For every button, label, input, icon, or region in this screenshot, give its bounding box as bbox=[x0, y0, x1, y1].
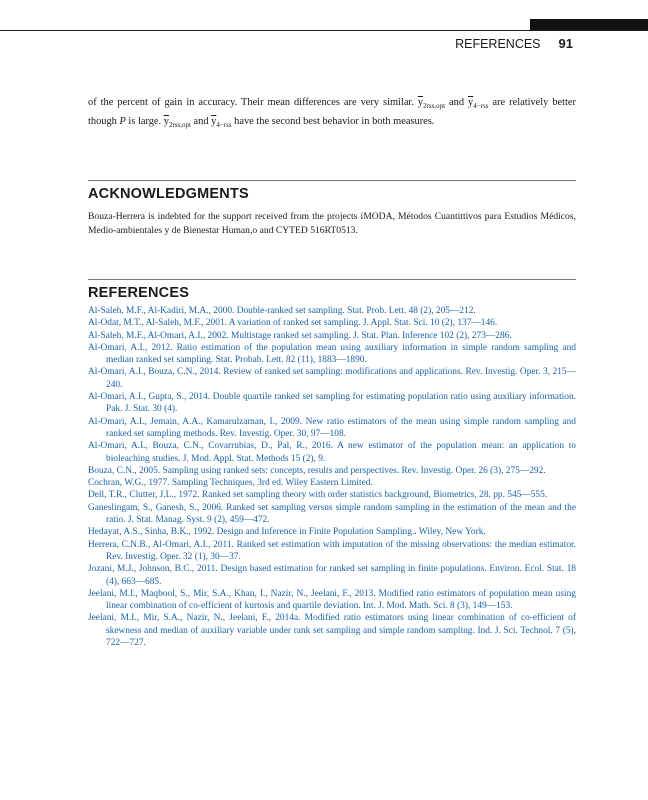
acknowledgments-heading: ACKNOWLEDGMENTS bbox=[88, 186, 249, 202]
reference-item[interactable]: Dell, T.R., Clutter, J.L., 1972. Ranked set sampling theory with order statistics background, Biometrics, 28. pp. 545—555. bbox=[88, 490, 548, 501]
intro-text-part: of the percent of gain in accuracy. Their mean differences are very similar. bbox=[88, 97, 418, 108]
reference-item[interactable]: Jeelani, M.I., Mir, S.A., Nazir, N., Jeelani, F., 2014a. Modified ratio estimators using linear combination of co-efficient of skewness and median of auxiliary variable under rank set sampling and simple random sampling. Ind. J. Sci. Technol. 7 (5), 722—727. bbox=[88, 613, 576, 649]
reference-item[interactable]: Al-Saleh, M.F., Al-Kadiri, M.A., 2000. Double-ranked set sampling. Stat. Prob. Lett. 48 (2), 205—212. bbox=[88, 306, 476, 316]
reference-item[interactable]: Jozani, M.J., Johnson, B.C., 2011. Design based estimation for ranked set sampling in finite populations. Environ. Ecol. Stat. 18 (4), 663—685. bbox=[88, 564, 576, 587]
intro-text-part: have the second best behavior in both measures. bbox=[231, 116, 435, 128]
variable-p: P bbox=[119, 116, 126, 128]
references-heading: REFERENCES bbox=[88, 285, 190, 301]
reference-item[interactable]: Hedayat, A.S., Sinha, B.K., 1992. Design and Inference in Finite Population Sampling.. Wiley, New York. bbox=[88, 527, 486, 538]
intro-text bbox=[88, 95, 576, 133]
page-number: 91 bbox=[558, 36, 573, 51]
acknowledgments-body bbox=[88, 210, 576, 238]
intro-text-part: is large. bbox=[125, 116, 164, 128]
reference-item[interactable]: Al-Omari, A.I., 2012. Ratio estimation of the population mean using auxiliary information in simple random sampling and median ranked set sampling. Stat. Probab. Lett. 82 (11), 1883—1890. bbox=[88, 342, 576, 366]
estimator-subscript: 4−rss bbox=[473, 102, 489, 111]
reference-item[interactable]: Al-Omari, A.I., Bouza, C.N., Covarrubias, D., Pal, R., 2016. A new estimator of the population mean: an application to bioleaching studies. J. Mod. Appl. Stat. Methods 15 (2), 9. bbox=[88, 441, 576, 464]
reference-item[interactable]: Jeelani, M.I., Maqbool, S., Mir, S.A., Khan, I., Nazir, N., Jeelani, F., 2013. Modified ratio estimators of population mean using linear combination of co-efficient of kurtosis and quartile deviation. Int. J. Mod. Math. Sci. 8 (3), 149—153. bbox=[88, 588, 576, 612]
intro-text-part: and bbox=[445, 97, 469, 108]
intro-text-part: are relatively better though bbox=[88, 97, 576, 128]
running-title: REFERENCES bbox=[455, 37, 541, 51]
header-rule bbox=[0, 30, 648, 31]
estimator-subscript: 2rss,opt bbox=[168, 121, 191, 130]
estimator-symbol: $\overline{y}$ bbox=[211, 116, 217, 128]
intro-paragraph bbox=[88, 95, 576, 133]
estimator-symbol: $\overline{y}$ bbox=[417, 97, 424, 108]
reference-item[interactable]: Al-Saleh, M.F., Al-Omari, A.I., 2002. Multistage ranked set sampling. J. Stat. Plan. Inference 102 (2), 273—286. bbox=[88, 330, 512, 341]
reference-item[interactable]: Al-Omari, A.I., Jemain, A.A., Kamarulzaman, I., 2009. New ratio estimators of the mean using simple random sampling and ranked set sampling methods. Rev. Investig. Oper. 30, 97—108. bbox=[88, 416, 576, 439]
section-divider bbox=[88, 180, 576, 181]
reference-item[interactable]: Bouza, C.N., 2005. Sampling using ranked sets: concepts, results and perspectives. Rev. Investig. Oper. 26 (3), 275—292. bbox=[88, 465, 546, 476]
estimator-subscript: 4−rss bbox=[216, 121, 232, 130]
reference-item[interactable]: Al-Omari, A.I., Bouza, C.N., 2014. Review of ranked set sampling: modifications and applications. Rev. Investig. Oper. 3, 215—240. bbox=[88, 367, 576, 390]
estimator-symbol: $\overline{y}$ bbox=[468, 97, 474, 108]
reference-item[interactable]: Ganeslingam, S., Ganesh, S., 2006. Ranked set sampling versus simple random sampling in the estimation of the mean and the ratio. J. Stat. Manag. Syst. 9 (2), 459—472. bbox=[88, 502, 576, 526]
intro-text-part: and bbox=[190, 116, 212, 128]
reference-item[interactable]: Al-Omari, A.I., Gupta, S., 2014. Double quartile ranked set sampling for estimating population ratio using auxiliary information. Pak. J. Stat. 30 (4). bbox=[88, 392, 576, 415]
estimator-symbol: $\overline{y}$ bbox=[163, 116, 169, 128]
running-head bbox=[455, 36, 573, 51]
reference-item[interactable]: Cochran, W.G., 1977. Sampling Techniques, 3rd ed. Wiley Eastern Limited. bbox=[88, 478, 373, 489]
estimator-subscript: 2rss,opt bbox=[423, 102, 446, 111]
reference-item[interactable]: Herrera, C.N.B., Al-Omari, A.I., 2011. Ranked set estimation with imputation of the missing observations: the median estimator. Rev. Investig. Oper. 32 (1), 30—37. bbox=[88, 539, 576, 562]
reference-item[interactable]: Al-Odat, M.T., Al-Saleh, M.F., 2001. A variation of ranked set sampling. J. Appl. Stat. Sci. 10 (2), 137—146. bbox=[88, 318, 498, 329]
section-divider bbox=[88, 279, 576, 280]
reference-list bbox=[88, 305, 576, 649]
acknowledgments-text: Bouza-Herrera is indebted for the support received from the projects iMODA, Métodos Cuantittivos para Estudios Médicos, Medio-ambientales y de Bienestar Human,o and CYTED 516RT0513. bbox=[88, 211, 576, 236]
